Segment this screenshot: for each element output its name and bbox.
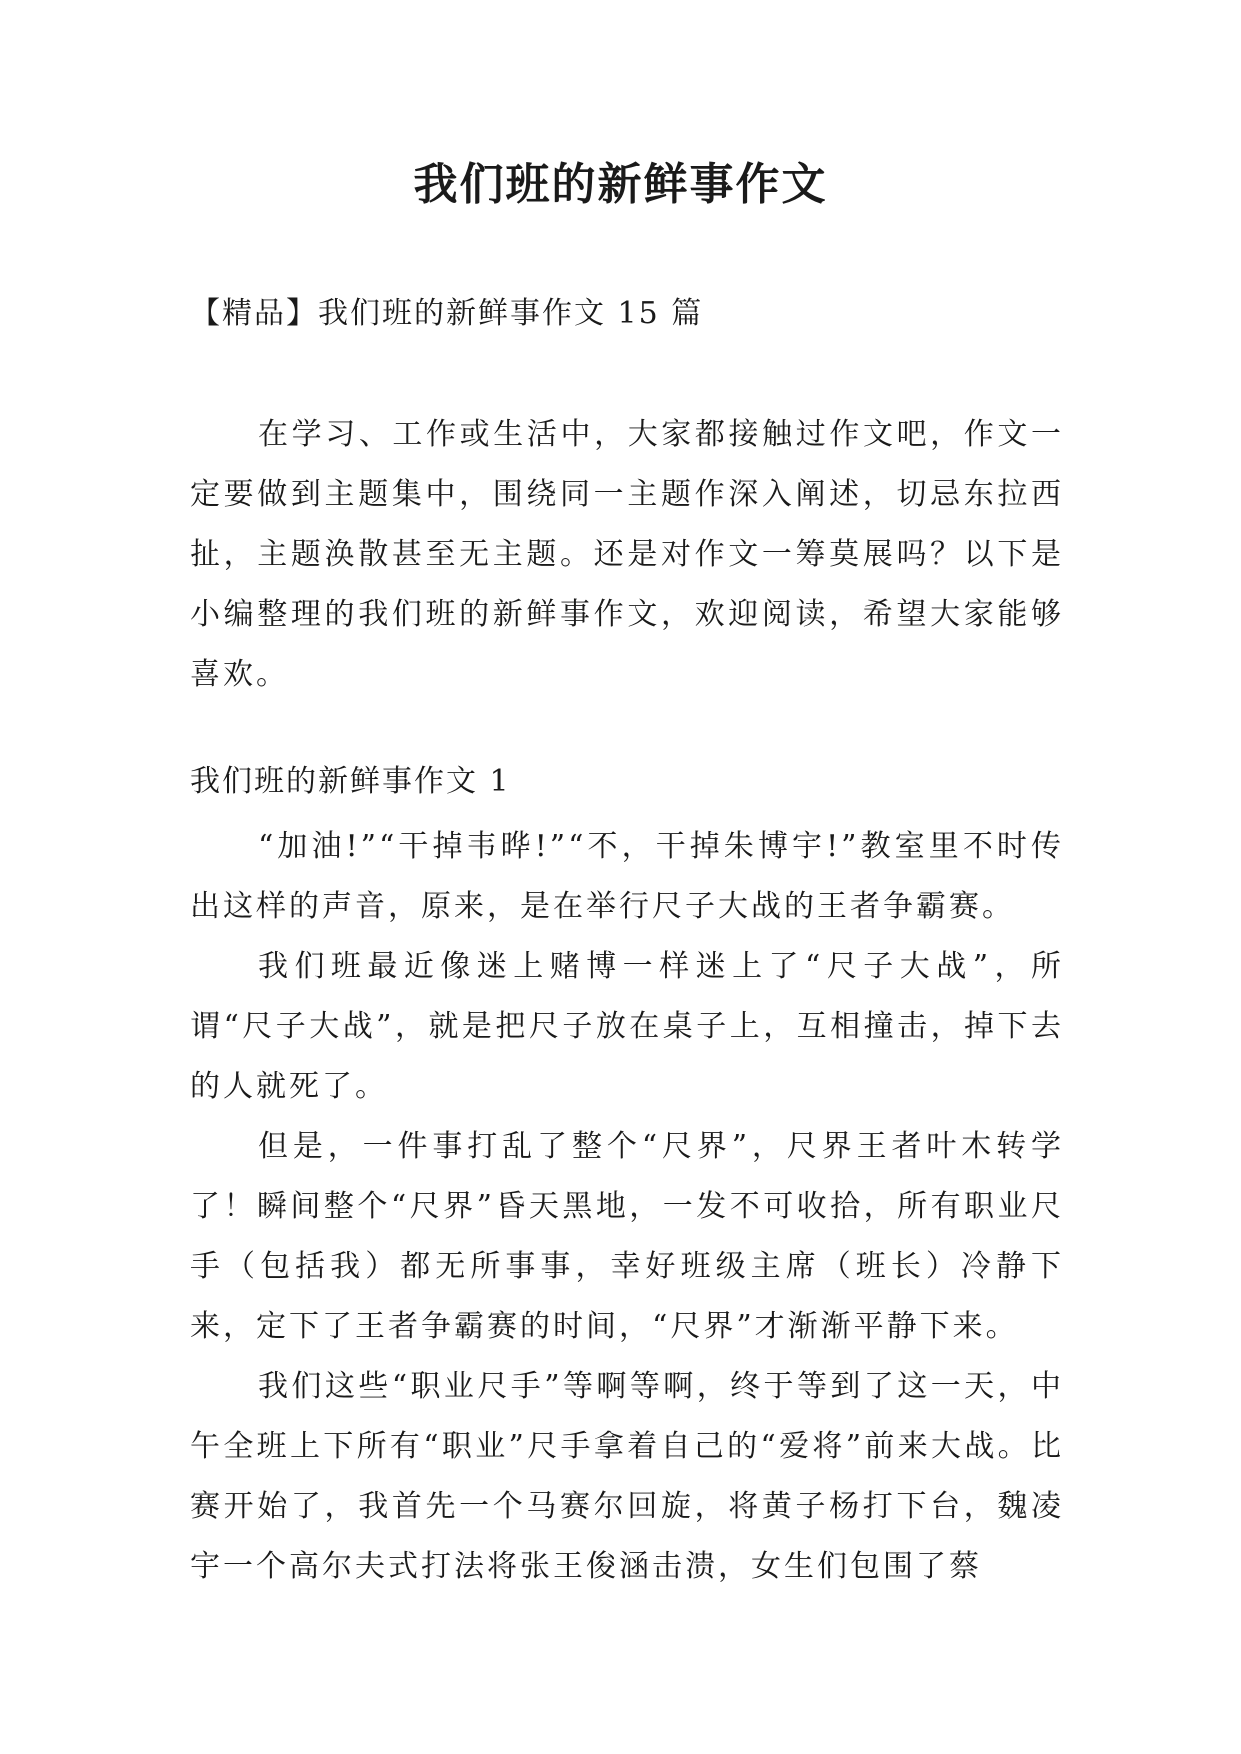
document-title: 我们班的新鲜事作文	[413, 159, 828, 210]
essay-body	[190, 817, 1064, 1597]
essay-paragraph: “加油!”“干掉韦晔!”“不，干掉朱博宇!”教室里不时传出这样的声音，原来，是在举行尺子大战的王者争霸赛。	[190, 829, 1064, 924]
essay-paragraph: 我们这些“职业尺手”等啊等啊，终于等到了这一天，中午全班上下所有“职业”尺手拿着自己的“爱将”前来大战。比赛开始了，我首先一个马赛尔回旋，将黄子杨打下台，魏凌宇一个高尔夫式打法将张王俊涵击溃，女生们包围了蔡	[190, 1369, 1064, 1584]
intro-paragraph: 在学习、工作或生活中，大家都接触过作文吧，作文一定要做到主题集中，围绕同一主题作深入阐述，切忌东拉西扯，主题涣散甚至无主题。还是对作文一筹莫展吗？以下是小编整理的我们班的新鲜事作文，欢迎阅读，希望大家能够喜欢。	[190, 417, 1064, 692]
section-title: 我们班的新鲜事作文 1	[190, 764, 511, 799]
essay-paragraph: 但是，一件事打乱了整个“尺界”，尺界王者叶木转学了！瞬间整个“尺界”昏天黑地，一发不可收拾，所有职业尺手（包括我）都无所事事，幸好班级主席（班长）冷静下来，定下了王者争霸赛的时间，“尺界”才渐渐平静下来。	[190, 1129, 1064, 1344]
essay-paragraph: 我们班最近像迷上赌博一样迷上了“尺子大战”，所谓“尺子大战”，就是把尺子放在桌子上，互相撞击，掉下去的人就死了。	[190, 949, 1064, 1104]
document-subtitle: 【精品】我们班的新鲜事作文 15 篇	[190, 296, 704, 331]
